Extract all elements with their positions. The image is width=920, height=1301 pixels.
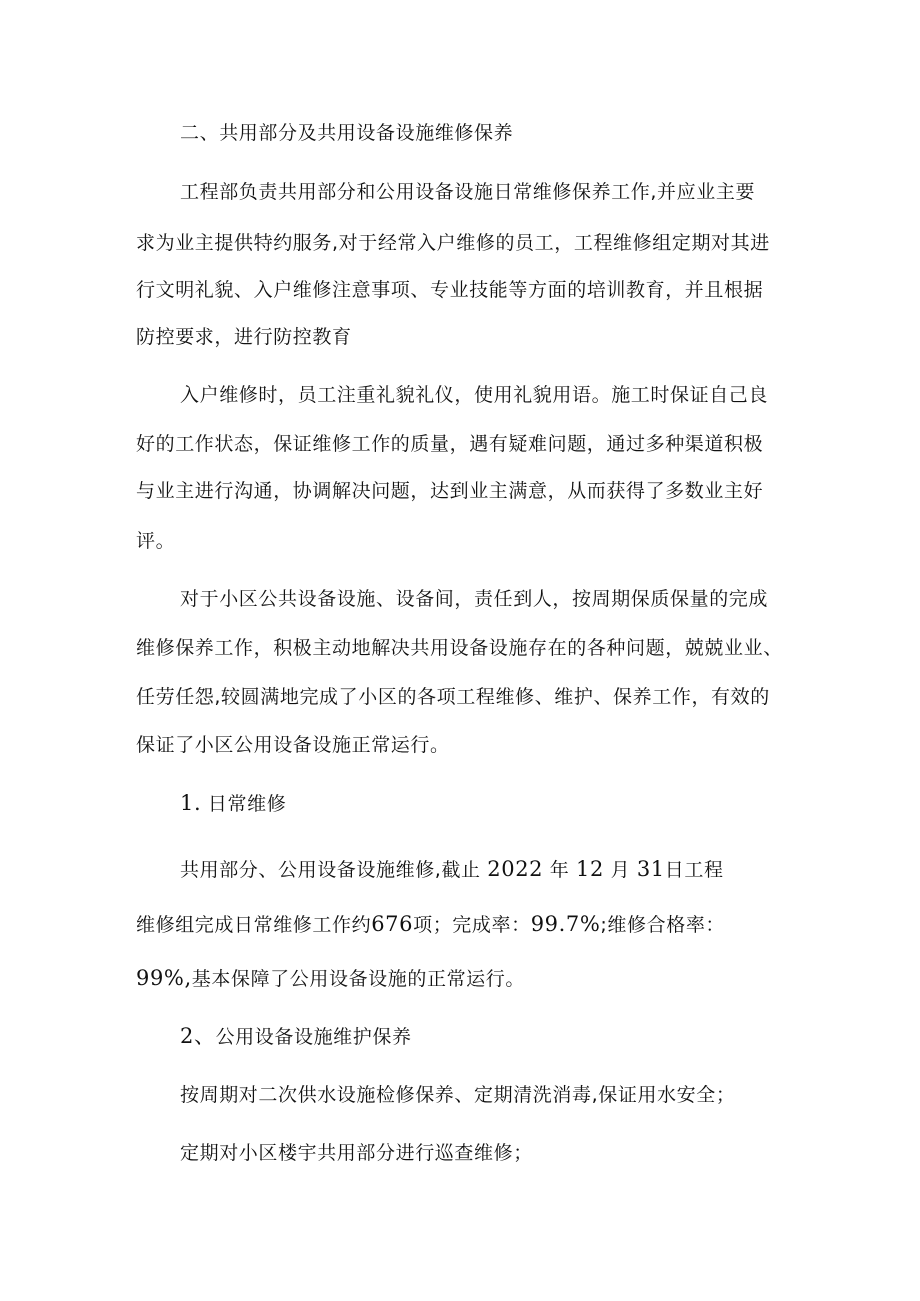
paragraph-3-line-4: 保证了小区公用设备设施正常运行。	[136, 734, 450, 756]
subheading-2-number: 2、	[180, 1024, 216, 1048]
subheading-2	[0, 1022, 920, 1051]
cutoff-year: 2022	[487, 857, 544, 881]
paragraph-4-line-3	[0, 964, 920, 993]
subheading-2-title: 公用设备设施维护保养	[215, 1026, 412, 1048]
paragraph-4-closing-text: 基本保障了公用设备设施的正常运行。	[191, 968, 525, 990]
paragraph-3-line-2: 维修保养工作，积极主动地解决共用设备设施存在的各种问题，兢兢业业、	[136, 637, 783, 659]
day-unit-text: 日工程	[664, 859, 724, 881]
pass-rate-value: 99%,	[136, 966, 192, 990]
subheading-1-number: 1.	[180, 791, 202, 815]
subheading-1	[0, 789, 920, 818]
paragraph-2-line-4: 评。	[136, 530, 176, 552]
paragraph-1-line-3: 行文明礼貌、入户维修注意事项、专业技能等方面的培训教育，并且根据	[136, 279, 764, 301]
maintenance-item-2: 定期对小区楼宇共用部分进行巡查维修；	[180, 1142, 533, 1164]
section-heading-text: 二、共用部分及共用设备设施维修保养	[180, 122, 514, 144]
subheading-1-title: 日常维修	[207, 793, 287, 815]
paragraph-1-line-1: 工程部负责共用部分和公用设备设施日常维修保养工作,并应业主要	[180, 181, 756, 203]
completion-rate-value: 99.7%	[530, 912, 601, 936]
paragraph-2-line-2: 好的工作状态，保证维修工作的质量，遇有疑难问题，通过多种渠道积极	[136, 433, 764, 455]
month-unit: 月	[610, 859, 631, 881]
paragraph-1-line-2: 求为业主提供特约服务,对于经常入户维修的员工，工程维修组定期对其进	[136, 232, 770, 254]
maintenance-cutoff-text: 共用部分、公用设备设施维修,截止	[180, 859, 481, 881]
paragraph-4-line-1	[0, 855, 920, 884]
cutoff-month: 12	[576, 857, 604, 881]
cutoff-day: 31	[636, 857, 665, 881]
work-item-count: 676	[371, 912, 414, 936]
completed-work-text: 维修组完成日常维修工作约	[136, 914, 372, 936]
paragraph-1-line-4: 防控要求，进行防控教育	[136, 326, 352, 348]
year-unit: 年	[549, 859, 570, 881]
maintenance-item-1: 按周期对二次供水设施检修保养、定期清洗消毒,保证用水安全；	[180, 1084, 736, 1106]
paragraph-3-line-3: 任劳任怨,较圆满地完成了小区的各项工程维修、维护、保养工作，有效的	[136, 686, 770, 708]
paragraph-2-line-3: 与业主进行沟通，协调解决问题，达到业主满意，从而获得了多数业主好	[136, 480, 764, 502]
section-heading	[0, 119, 920, 147]
paragraph-3-line-1: 对于小区公共设备设施、设备间，责任到人，按周期保质保量的完成	[180, 588, 769, 610]
completion-rate-label: 项；完成率：	[413, 914, 531, 936]
paragraph-2-line-1: 入户维修时，员工注重礼貌礼仪，使用礼貌用语。施工时保证自己良	[180, 384, 769, 406]
paragraph-4-line-2	[0, 910, 920, 939]
pass-rate-label: ;维修合格率：	[600, 914, 726, 936]
